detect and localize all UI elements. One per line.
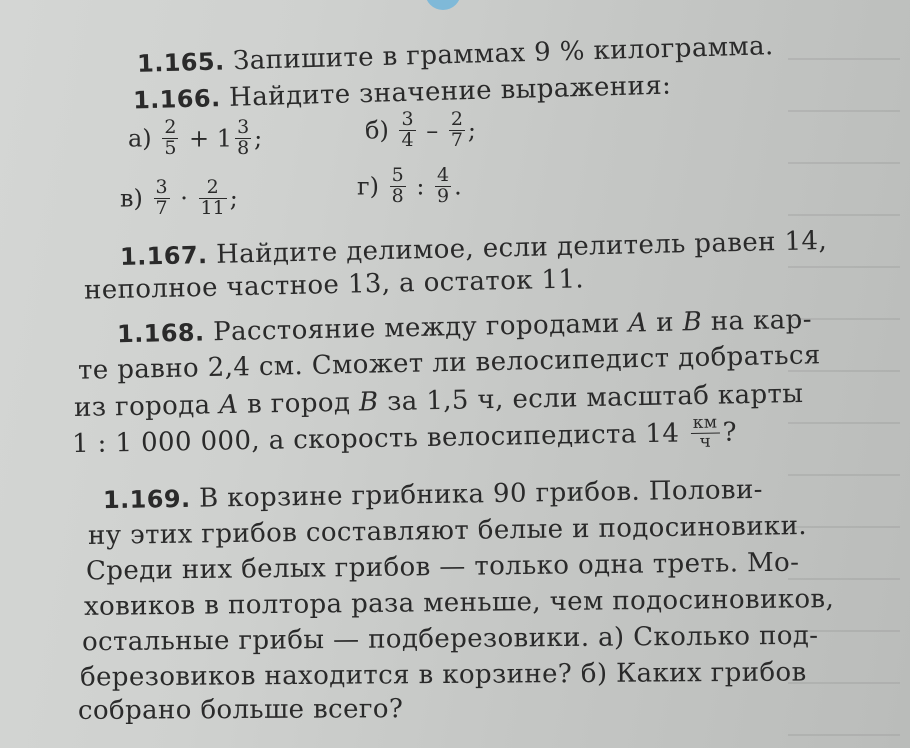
city-a: A xyxy=(218,389,239,421)
punctuation: ; xyxy=(467,116,477,145)
item-label: г) xyxy=(357,172,379,201)
fraction: $\frac{5}{8}$ xyxy=(391,164,404,207)
problem-1-169-line-2 xyxy=(87,510,808,552)
punctuation: ; xyxy=(254,124,263,153)
speed-unit: $\frac{км}{ч}$ xyxy=(691,415,720,452)
punctuation: ? xyxy=(722,417,738,448)
item-label: а) xyxy=(128,124,152,153)
punctuation: . xyxy=(454,172,462,201)
operator: + 1 xyxy=(189,124,233,153)
problem-text: ховиков в полтора раза меньше, чем подосиновиков, xyxy=(83,584,835,622)
problem-number: 1.165. xyxy=(136,47,225,78)
item-label: б) xyxy=(365,116,389,145)
expression-b xyxy=(365,110,476,151)
city-b: B xyxy=(682,307,703,338)
problem-number: 1.166. xyxy=(132,84,221,115)
operator: : xyxy=(416,172,425,201)
fraction: $\frac{2}{5}$ xyxy=(164,116,177,159)
problem-text: Найдите значение выражения: xyxy=(228,70,672,113)
problem-text: березовиков находится в корзине? б) Каких грибов xyxy=(79,657,807,693)
problem-1-168-line-2 xyxy=(78,342,821,384)
problem-text: 1 : 1 000 000, а скорость велосипедиста 14 xyxy=(71,418,680,460)
expression-v xyxy=(120,178,238,219)
problem-1-167-line-2 xyxy=(83,264,585,306)
problem-text: собрано больше всего? xyxy=(77,694,404,726)
problem-1-169-line-6 xyxy=(79,657,807,693)
operator: · xyxy=(180,184,188,213)
problem-1-169-line-7 xyxy=(78,696,403,724)
problem-1-168-line-4 xyxy=(72,414,738,462)
fraction: $\frac{3}{7}$ xyxy=(155,176,168,219)
problem-1-169-line-1 xyxy=(102,474,764,515)
item-label: в) xyxy=(120,184,143,213)
city-a: A xyxy=(628,308,648,339)
problem-text: Найдите делимое, если делитель равен 14, xyxy=(215,225,828,270)
problem-text: Среди них белых грибов — только одна треть. Мо- xyxy=(85,547,800,587)
expression-a xyxy=(128,118,262,159)
problem-1-169-line-4 xyxy=(84,586,834,620)
fraction: $\frac{2}{7}$ xyxy=(450,108,463,151)
problem-1-165 xyxy=(137,33,774,77)
problem-text: из города xyxy=(73,390,211,423)
fraction: $\frac{2}{11}$ xyxy=(200,176,225,219)
problem-text: остальные грибы — подберезовики. а) Сколько под- xyxy=(81,620,819,658)
city-b: B xyxy=(358,387,379,418)
fraction: $\frac{4}{9}$ xyxy=(437,164,450,207)
problem-number: 1.169. xyxy=(102,484,191,515)
problem-text: В корзине грибника 90 грибов. Полови- xyxy=(198,474,764,514)
problem-1-167-line-1 xyxy=(119,225,828,272)
problem-number: 1.167. xyxy=(119,241,208,272)
operator: – xyxy=(426,116,439,145)
problem-1-169-line-3 xyxy=(85,547,800,587)
page-tab-marker xyxy=(425,0,461,10)
problem-1-169-line-5 xyxy=(81,620,819,658)
problem-text: Запишите в граммах 9 % килограмма. xyxy=(232,31,774,77)
problem-1-168-line-1 xyxy=(116,304,813,349)
problem-text: в город xyxy=(246,387,351,420)
expression-g xyxy=(357,166,462,207)
fraction: $\frac{3}{4}$ xyxy=(401,108,414,151)
problem-text: и xyxy=(655,307,675,338)
problem-text: неполное частное 13, а остаток 11. xyxy=(83,264,585,306)
punctuation: ; xyxy=(229,184,238,213)
problem-text: на кар- xyxy=(710,304,813,337)
problem-text: за 1,5 ч, если масштаб карты xyxy=(386,379,804,417)
fraction: $\frac{3}{8}$ xyxy=(237,116,250,159)
problem-text: Расстояние между городами xyxy=(212,308,620,348)
problem-text: те равно 2,4 см. Сможет ли велосипедист добраться xyxy=(77,340,821,386)
problem-number: 1.168. xyxy=(116,318,205,349)
problem-text: ну этих грибов составляют белые и подосиновики. xyxy=(87,510,808,552)
